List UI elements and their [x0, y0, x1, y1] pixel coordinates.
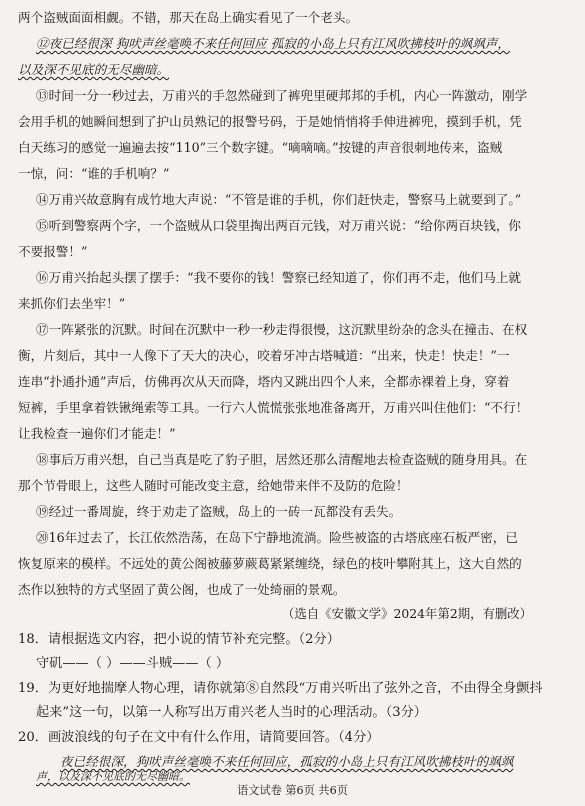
passage-line: 白天练习的感觉一遍遍去按“110”三个数字键。“嘀嘀嘀。”按键的声音很刺地传来，盗贼 [18, 140, 503, 155]
passage-line: 一惊，问：“谁的手机响？” [18, 166, 170, 181]
question-18: 18．请根据选文内容，把小说的情节补充完整。（2分） [18, 632, 340, 647]
passage-line: 短裤，手里拿着铁锹绳索等工具。一行六人慌慌张张地准备离开，万甫兴叫住他们：“不行！ [18, 400, 529, 415]
wavy-underlined-text: 夜已经很深，狗吠声丝毫唤不来任何回应，孤寂的小岛上只有江风吹拂枝叶的飒飒 [60, 754, 514, 769]
page-footer: 语文试卷 第6页 共6页 [237, 784, 348, 797]
passage-line: ⑰一阵紧张的沉默。时间在沉默中一秒一秒走得很慢，这沉默里纷杂的念头在撞击、在权 [36, 322, 528, 337]
passage-line: ⑳16年过去了，长江依然浩荡，在岛下宁静地流淌。险些被盗的古塔底座石板严密，已 [36, 530, 518, 545]
question-19-cont: 起来”这一句，以第一人称写出万甫兴老人当时的心理活动。（3分） [36, 705, 427, 720]
passage-line-wavy [18, 62, 169, 78]
passage-line: ⑬时间一分一秒过去，万甫兴的手忽然碰到了裤兜里硬邦邦的手机，内心一阵激动，刚学 [36, 88, 528, 103]
question-20-quote [60, 754, 513, 770]
question-20-quote [36, 770, 190, 784]
passage-line: 会用手机的她瞬间想到了护山员熟记的报警号码，于是她悄悄将手伸进裤兜，摸到手机，凭 [18, 114, 522, 129]
wavy-underlined-text: 以及深不见底的无尽幽暗。 [18, 62, 170, 77]
passage-line: 让我检查一遍你们才能走！” [18, 426, 176, 441]
passage-line: ⑭万甫兴故意胸有成竹地大声说：“不管是谁的手机，你们赶快走，警察马上就要到了。” [36, 192, 522, 207]
question-18-blanks: 守矶——（ ）——斗贼——（ ） [36, 656, 230, 671]
passage-line: 不要报警！” [18, 244, 88, 259]
question-20: 20．画波浪线的句子在文中有什么作用，请简要回答。（4分） [18, 730, 380, 745]
question-19: 19．为更好地揣摩人物心理，请你就第⑧自然段“万甫兴听出了弦外之音，不由得全身颤抖 [18, 681, 543, 696]
passage-line: ⑮听到警察两个字，一个盗贼从口袋里掏出两百元钱，对万甫兴说：“给你两百块钱，你 [36, 218, 522, 233]
passage-line-wavy [36, 36, 510, 52]
passage-line: 衡，片刻后，其中一人像下了天大的决心，咬着牙冲古塔喊道：“出来，快走！快走！”一 [18, 348, 510, 363]
passage-line: 连串“扑通扑通”声后，仿佛再次从天而降，塔内又跳出四个人来，全都赤裸着上身，穿着 [18, 374, 510, 389]
wavy-underlined-text: 声，以及深不见底的无尽幽暗。 [36, 770, 190, 783]
wavy-underlined-text: ⑫夜已经很深 狗吠声丝毫唤不来任何回应 孤寂的小岛上只有江风吹拂枝叶的飒飒声， [36, 36, 510, 51]
passage-line: 那个节骨眼上，这些人随时可能改变主意，给她带来伴不及防的危险！ [18, 478, 409, 493]
source-citation: （选自《安徽文学》2024年第2期，有删改） [282, 606, 533, 621]
passage-line: 杰作以独特的方式坚固了黄公阁，也成了一处绮丽的景观。 [18, 582, 346, 597]
passage-line: ⑯万甫兴抬起头摆了摆手：“我不要你的钱！警察已经知道了，你们再不走，他们马上就 [36, 270, 522, 285]
passage-line: ⑱事后万甫兴想，自己当真是吃了豹子胆，居然还那么清醒地去检查盗贼的随身用具。在 [36, 452, 528, 467]
passage-line: ⑲经过一番周旋，终于劝走了盗贼，岛上的一砖一瓦都没有丢失。 [36, 504, 402, 519]
passage-line: 来抓你们去坐牢！” [18, 296, 126, 311]
passage-line: 两个盗贼面面相觑。不错，那天在岛上确实看见了一个老头。 [18, 10, 359, 25]
passage-line: 恢复原来的模样。不远处的黄公阁被藤萝蕨葛紧紧缠绕，绿色的枝叶攀附其上，这大自然的 [18, 556, 522, 571]
